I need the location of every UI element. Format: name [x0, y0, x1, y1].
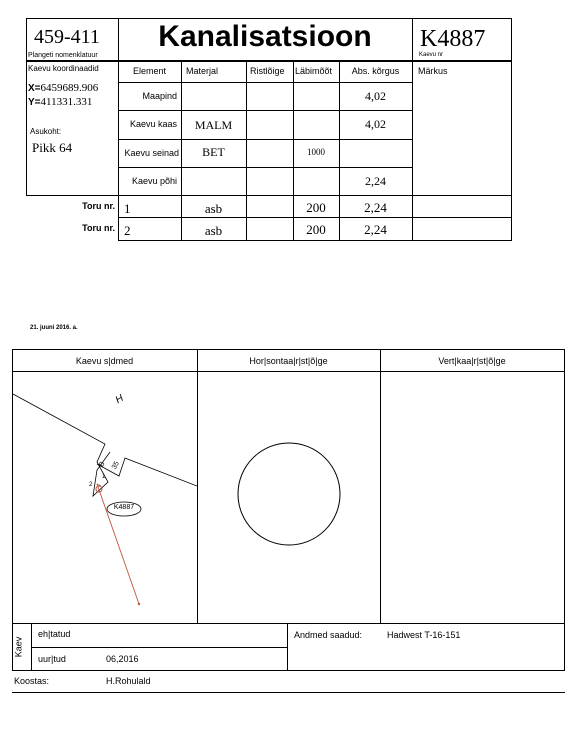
- pipe-line: [97, 484, 139, 604]
- row-material: BET: [202, 145, 225, 159]
- panel-title-horizontal-section: Hor|sontaa|r|st|õ|ge: [249, 356, 328, 366]
- pipe-label: Toru nr.: [82, 201, 115, 211]
- pipe-mark-1: 1: [102, 474, 106, 480]
- well-number: K4887: [420, 26, 486, 52]
- address-label: Asukoht:: [30, 127, 62, 136]
- map-letter: H: [113, 392, 126, 407]
- pipe-diameter: 200: [306, 200, 326, 215]
- x-label: X=: [28, 83, 41, 94]
- surveyed-date: 06,2016: [106, 654, 139, 664]
- row-material: MALM: [194, 118, 233, 132]
- pipe-material: asb: [204, 201, 223, 216]
- column-header-diameter: Läbimõõt: [295, 66, 333, 76]
- row-element: Kaevu kaas: [129, 119, 177, 129]
- source-value: Hadwest T-16-151: [387, 630, 461, 640]
- site-sketch: [13, 372, 197, 623]
- column-header-element: Element: [132, 66, 167, 76]
- address-value: Pikk 64: [32, 140, 73, 155]
- column-header-elevation: Abs. kõrgus: [351, 66, 400, 76]
- pipe-number: 1: [124, 201, 131, 216]
- row-element: Kaevu seinad: [124, 148, 179, 158]
- building-outline-inner: [97, 458, 197, 486]
- building-outline: [13, 394, 110, 496]
- pipe-mark-2: 2: [89, 482, 93, 488]
- pipe-diameter: 200: [306, 222, 326, 237]
- source-label: Andmed saadud:: [294, 630, 363, 640]
- row-element: Maapind: [142, 91, 177, 101]
- row-elevation: 4,02: [365, 89, 386, 103]
- author-value: H.Rohulald: [106, 676, 151, 686]
- built-label: eh|tatud: [38, 629, 71, 639]
- well-tag: K4887: [113, 504, 135, 511]
- panel-title-well-connections: Kaevu s|dmed: [75, 356, 134, 366]
- coords-label: Kaevu koordinaadid: [28, 64, 99, 73]
- pipe-vertex: [138, 603, 140, 605]
- date-text: 21. juuni 2016. a.: [30, 325, 78, 331]
- page-title: Kanalisatsioon: [158, 20, 372, 53]
- row-elevation: 4,02: [365, 117, 386, 131]
- pipe-elevation: 2,24: [364, 200, 387, 215]
- row-element: Kaevu põhi: [131, 176, 177, 186]
- column-header-cross-section: Ristlõige: [250, 66, 285, 76]
- y-coordinate: [28, 92, 92, 110]
- building-number: 35: [110, 460, 121, 471]
- column-header-notes: Märkus: [418, 66, 448, 76]
- sheet-label: Plangeti nomenklatuur: [28, 52, 98, 59]
- y-label: Y=: [28, 97, 41, 108]
- horizontal-section-drawing: [198, 372, 380, 623]
- well-circle: [238, 443, 340, 545]
- row-diameter: 1000: [307, 147, 325, 157]
- column-header-material: Materjal: [186, 66, 219, 76]
- pipe-label: Toru nr.: [82, 223, 115, 233]
- author-label: Koostas:: [14, 676, 50, 686]
- pipe-material: asb: [204, 223, 223, 238]
- well-number-label: Kaevu nr: [419, 52, 444, 58]
- row-elevation: 2,24: [365, 174, 386, 188]
- building-letter: B: [98, 460, 107, 469]
- surveyed-label: uur|tud: [38, 654, 66, 664]
- pipe-elevation: 2,24: [364, 222, 387, 237]
- y-value: 411331.331: [40, 96, 93, 108]
- panel-title-vertical-section: Vert|kaa|r|st|õ|ge: [438, 356, 506, 366]
- x-value: 6459689.906: [40, 82, 99, 94]
- side-label: Kaev: [13, 636, 24, 658]
- sheet-number: 459-411: [34, 26, 100, 48]
- pipe-number: 2: [124, 223, 131, 238]
